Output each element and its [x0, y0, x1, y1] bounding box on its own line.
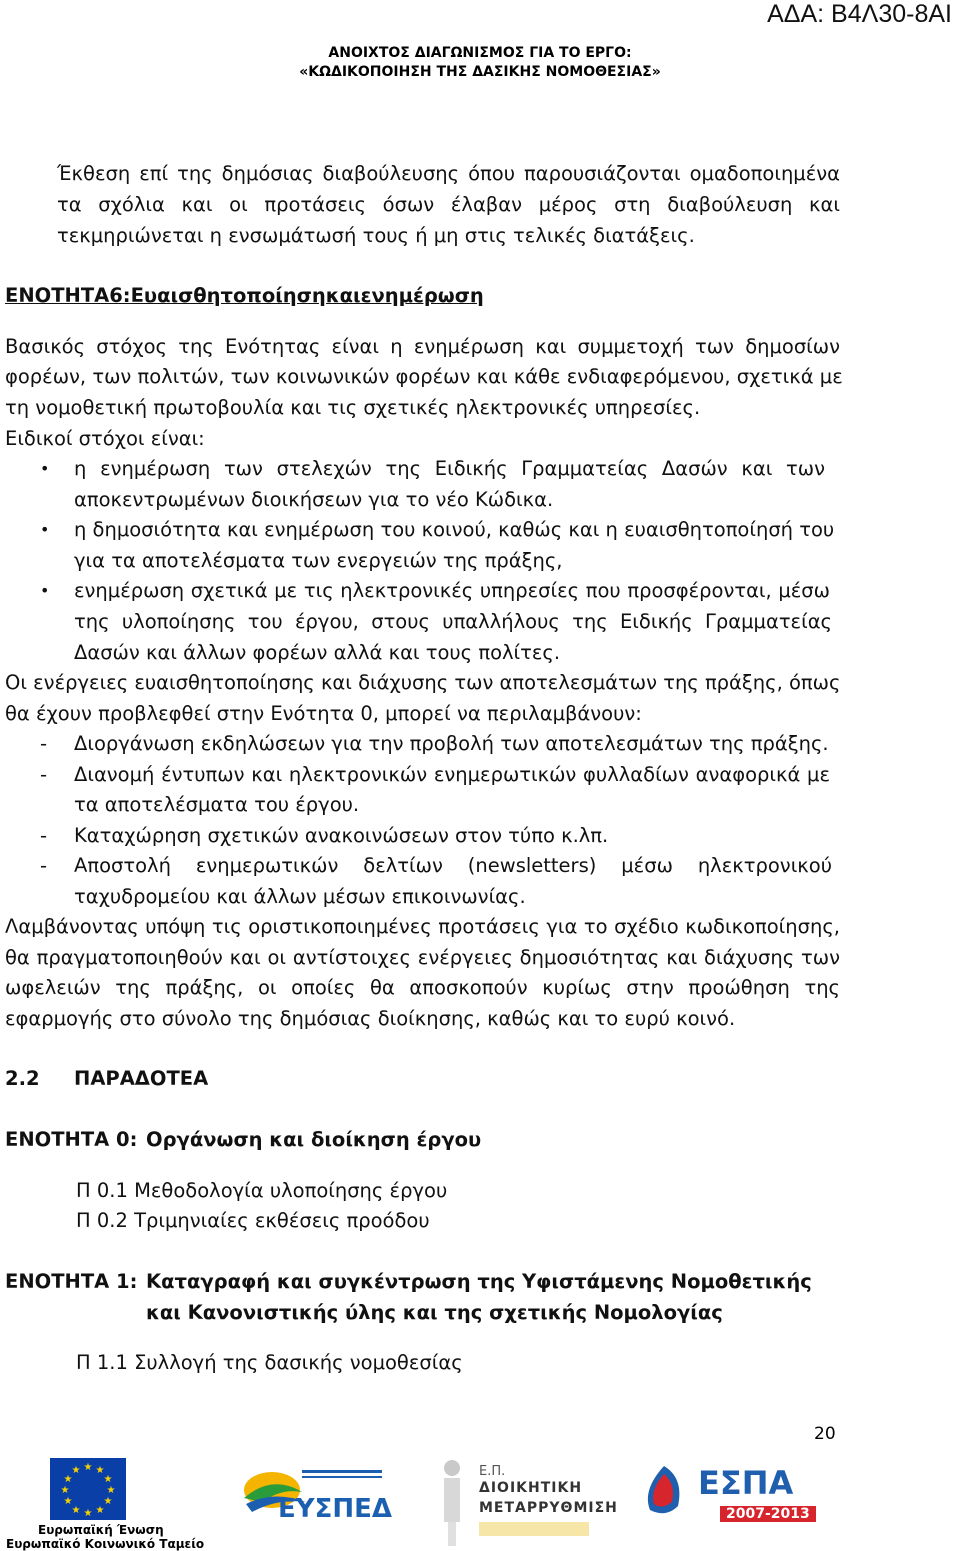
dash-item-2-line2: τα αποτελέσματα του έργου.: [74, 793, 360, 816]
svg-text:★: ★: [103, 1474, 113, 1485]
svg-text:★: ★: [63, 1474, 73, 1485]
section6-p1-line3: τη νομοθετική πρωτοβουλία και τις σχετικές ηλεκτρονικές υπηρεσίες.: [5, 396, 701, 419]
eu-stars-icon: [50, 1458, 126, 1520]
dash-item-3: - Καταχώρηση σχετικών ανακοινώσεων στον τύπο κ.λπ.: [74, 821, 608, 852]
section6-p3-line2: θα πραγματοποιηθούν και οι αντίστοιχες ενέργειες δημοσιότητας και διάχυσης των: [5, 946, 840, 969]
unit0-title: Οργάνωση και διοίκηση έργου: [146, 1128, 482, 1151]
deliverable-0-2: Π 0.2 Τριμηνιαίες εκθέσεις προόδου: [76, 1209, 430, 1232]
header-line1: ΑΝΟΙΧΤΟΣ ΔΙΑΓΩΝΙΣΜΟΣ ΓΙΑ ΤΟ ΕΡΓΟ:: [328, 45, 632, 61]
deliverable-1-1: Π 1.1 Συλλογή της δασικής νομοθεσίας: [76, 1351, 463, 1374]
dash-item-4-line1: - Αποστολή ενημερωτικών δελτίων (newsletters) μέσω ηλεκτρονικού: [74, 851, 832, 882]
eu-flag: [50, 1458, 126, 1520]
intro-line-3: τεκμηριώνεται η ενσωμάτωσή τους ή μη στις τελικές διατάξεις.: [57, 224, 695, 247]
section6-p2-line2: θα έχουν προβλεφθεί στην Ενότητα 0, μπορεί να περιλαμβάνουν:: [5, 702, 642, 725]
header-line2: «ΚΩΔΙΚΟΠΟΙΗΣΗ ΤΗΣ ΔΑΣΙΚΗΣ ΝΟΜΟΘΕΣΙΑΣ»: [299, 64, 661, 80]
dm-line2: ΜΕΤΑΡΡΥΘΜΙΣΗ: [479, 1500, 618, 1516]
svg-text:★: ★: [106, 1485, 116, 1496]
bullet-3-line1: • ενημέρωση σχετικά με τις ηλεκτρονικές υπηρεσίες που προσφέρονται, μέσω: [74, 576, 830, 607]
eysped-text: ΕΥΣΠΕΔ: [278, 1494, 392, 1524]
section-number: 2.2: [5, 1067, 40, 1090]
specific-goals-label: Ειδικοί στόχοι είναι:: [5, 427, 205, 450]
intro-line-1: Έκθεση επί της δημόσιας διαβούλευσης όπου παρουσιάζονται ομαδοποιημένα: [57, 162, 840, 185]
svg-text:★: ★: [63, 1496, 73, 1507]
dash-item-4-line2: ταχυδρομείου και άλλων μέσων επικοινωνίας.: [74, 885, 526, 908]
svg-text:★: ★: [95, 1505, 105, 1516]
svg-text:★: ★: [95, 1465, 105, 1476]
unit0-label: ΕΝΟΤΗΤΑ 0:: [5, 1128, 138, 1151]
ada-code: ΑΔΑ: Β4Λ30-8ΑΙ: [767, 0, 952, 28]
svg-text:★: ★: [60, 1485, 70, 1496]
dash-item-1: - Διοργάνωση εκδηλώσεων για την προβολή των αποτελεσμάτων της πράξης.: [74, 729, 829, 760]
unit1-label: ΕΝΟΤΗΤΑ 1:: [5, 1270, 138, 1293]
bullet-2-line1: • η δημοσιότητα και ενημέρωση του κοινού, καθώς και η ευαισθητοποίησή του: [74, 515, 830, 546]
svg-text:★: ★: [103, 1496, 113, 1507]
eu-label-1: Ευρωπαϊκή Ένωση: [38, 1523, 164, 1537]
section6-heading: ΕΝΟΤΗΤΑ6:Ευαισθητοποίησηκαιενημέρωση: [5, 284, 484, 307]
section6-p3-line1: Λαμβάνοντας υπόψη τις οριστικοποιημένες προτάσεις για το σχέδιο κωδικοποίησης,: [5, 915, 840, 938]
bullet-3-line2: της υλοποίησης του έργου, στους υπαλλήλους της Ειδικής Γραμματείας: [74, 610, 832, 633]
bullet-2-line2: για τα αποτελέσματα των ενεργειών της πράξης,: [74, 549, 563, 572]
section6-p2-line1: Οι ενέργειες ευαισθητοποίησης και διάχυσης των αποτελεσμάτων της πράξης, όπως: [5, 671, 841, 694]
dash-item-2-line1: - Διανομή έντυπων και ηλεκτρονικών ενημερωτικών φυλλαδίων αναφορικά με: [74, 760, 830, 791]
espa-emblem-icon: [640, 1462, 688, 1522]
bullet-1-line1: • η ενημέρωση των στελεχών της Ειδικής Γραμματείας Δασών και των: [74, 454, 825, 485]
svg-text:★: ★: [71, 1505, 81, 1516]
bullet-3-line3: Δασών και άλλων φορέων αλλά και τους πολίτες.: [74, 641, 561, 664]
deliverable-0-1: Π 0.1 Μεθοδολογία υλοποίησης έργου: [76, 1179, 448, 1202]
svg-text:★: ★: [83, 1462, 93, 1473]
ep-figure-icon: [432, 1458, 472, 1546]
bullet-1-line2: αποκεντρωμένων διοικήσεων για το νέο Κώδικα.: [74, 488, 554, 511]
section6-p3-line3: ωφελειών της πράξης, οι οποίες θα αποσκοπούν κυρίως στην προώθηση της: [5, 976, 840, 999]
section6-p1-line2: φορέων, των πολιτών, των κοινωνικών φορέων και κάθε ενδιαφερόμενου, σχετικά με: [5, 365, 843, 388]
espa-text: ΕΣΠΑ: [698, 1464, 794, 1502]
unit1-title-line2: και Κανονιστικής ύλης και της σχετικής Νομολογίας: [146, 1301, 723, 1324]
espa-years: 2007-2013: [720, 1506, 816, 1522]
section-title: ΠΑΡΑΔΟΤΕΑ: [74, 1067, 209, 1090]
svg-text:★: ★: [71, 1465, 81, 1476]
dm-line1: ΔΙΟΙΚΗΤΙΚΗ: [479, 1480, 583, 1496]
section6-p3-line4: εφαρμογής στο σύνολο της δημόσιας διοίκησης, καθώς και το ευρύ κοινό.: [5, 1007, 736, 1030]
unit1-title-line1: Καταγραφή και συγκέντρωση της Υφιστάμενης Νομοθετικής: [146, 1270, 812, 1293]
dm-decor-bar: [479, 1522, 589, 1536]
eu-label-2: Ευρωπαϊκό Κοινωνικό Ταμείο: [6, 1537, 205, 1551]
intro-line-2: τα σχόλια και οι προτάσεις όσων έλαβαν μέρος στη διαβούλευση και: [57, 193, 840, 216]
ep-label: Ε.Π.: [479, 1464, 506, 1479]
page-number: 20: [814, 1424, 836, 1444]
svg-text:★: ★: [83, 1508, 93, 1519]
section6-p1-line1: Βασικός στόχος της Ενότητας είναι η ενημέρωση και συμμετοχή των δημοσίων: [5, 335, 840, 358]
